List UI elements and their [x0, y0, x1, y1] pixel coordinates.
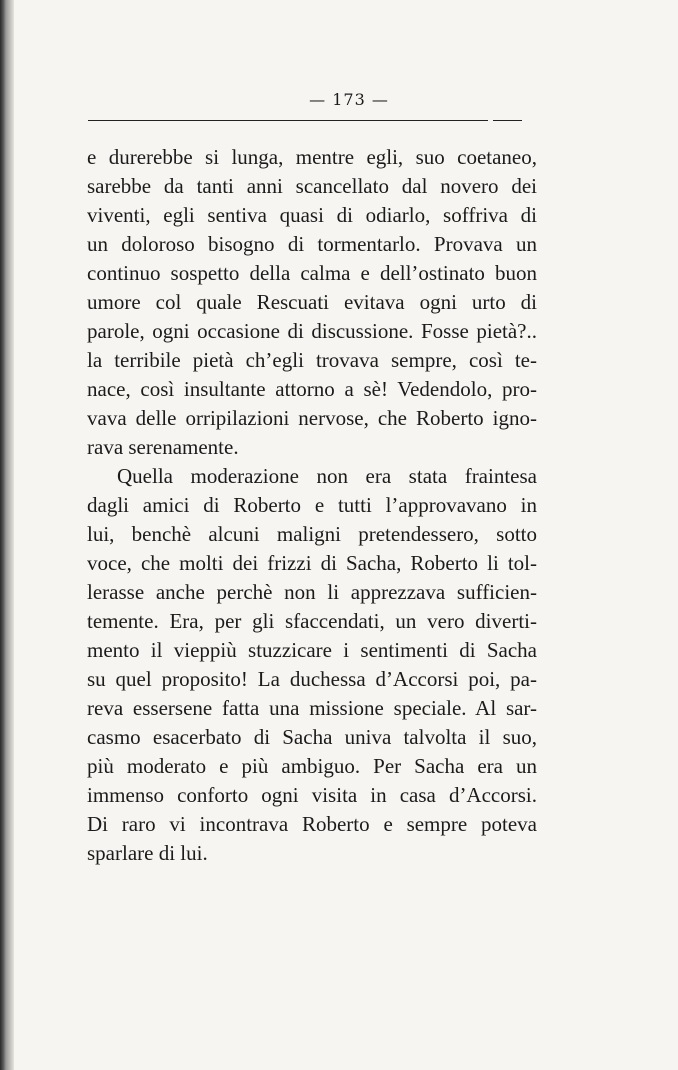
text-line: dagli amici di Roberto e tutti l’approvavano in	[87, 493, 537, 517]
body-text	[87, 143, 537, 868]
text-line: lerasse anche perchè non li apprezzava sufficien-	[87, 580, 537, 604]
header-rule-short	[493, 120, 522, 121]
text-line: umore col quale Rescuati evitava ogni urto di	[87, 290, 537, 314]
text-line: sarebbe da tanti anni scancellato dal novero dei	[87, 174, 537, 198]
text-line: mento il vieppiù stuzzicare i sentimenti di Sacha	[87, 638, 537, 662]
paragraph-2	[87, 462, 537, 868]
text-line: viventi, egli sentiva quasi di odiarlo, soffriva di	[87, 203, 537, 227]
page-number: — 173 —	[309, 90, 389, 109]
text-line: nace, così insultante attorno a sè! Vedendolo, pro-	[87, 377, 537, 401]
text-line: voce, che molti dei frizzi di Sacha, Roberto li tol-	[87, 551, 537, 575]
text-line: reva essersene fatta una missione speciale. Al sar-	[87, 696, 537, 720]
text-line: parole, ogni occasione di discussione. Fosse pietà?..	[87, 319, 537, 343]
text-line: Di raro vi incontrava Roberto e sempre poteva	[87, 812, 537, 836]
text-line: la terribile pietà ch’egli trovava sempre, così te-	[87, 348, 537, 372]
text-line: su quel proposito! La duchessa d’Accorsi poi, pa-	[87, 667, 537, 691]
text-line: rava serenamente.	[87, 435, 239, 459]
page-spine-shadow	[0, 0, 14, 1070]
header-rule	[88, 120, 488, 121]
text-line: temente. Era, per gli sfaccendati, un vero diverti-	[87, 609, 537, 633]
text-line: e durerebbe si lunga, mentre egli, suo coetaneo,	[87, 145, 537, 169]
text-line: Quella moderazione non era stata fraintesa	[117, 464, 537, 488]
text-line: sparlare di lui.	[87, 841, 208, 865]
text-line: continuo sospetto della calma e dell’ostinato buon	[87, 261, 537, 285]
text-line: immenso conforto ogni visita in casa d’Accorsi.	[87, 783, 537, 807]
text-line: un doloroso bisogno di tormentarlo. Provava un	[87, 232, 537, 256]
text-line: lui, benchè alcuni maligni pretendessero, sotto	[87, 522, 537, 546]
text-line: vava delle orripilazioni nervose, che Roberto igno-	[87, 406, 537, 430]
text-line: più moderato e più ambiguo. Per Sacha era un	[87, 754, 537, 778]
text-line: casmo esacerbato di Sacha univa talvolta il suo,	[87, 725, 537, 749]
paragraph-1	[87, 143, 537, 462]
